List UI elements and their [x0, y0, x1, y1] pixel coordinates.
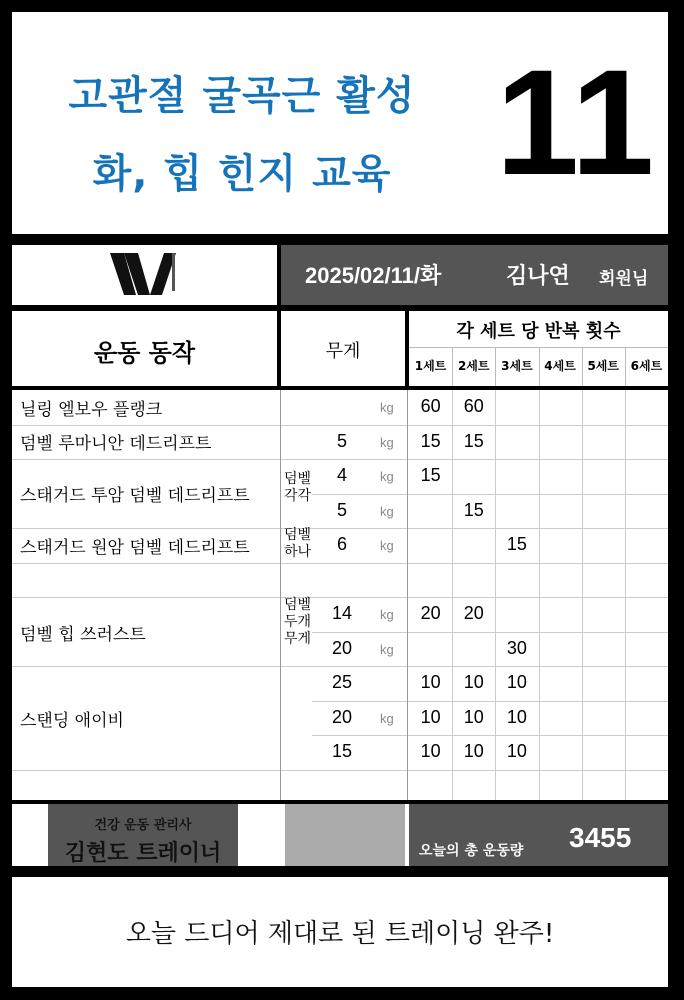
weight-value: 4: [336, 465, 347, 485]
rep-cell: 30: [506, 637, 527, 658]
signature-box: [285, 804, 405, 866]
exercise-header: 운동 동작: [93, 339, 196, 367]
weight-value: 5: [336, 430, 347, 451]
logo-box: [12, 245, 277, 305]
unit-label: kg: [380, 503, 394, 519]
rep-cell: 10: [463, 706, 484, 727]
exercise-name: 덤벨 루마니안 데드리프트: [20, 434, 212, 454]
brand-logo: [12, 245, 277, 305]
rep-cell: 15: [420, 430, 441, 451]
weight-value: 5: [336, 499, 347, 520]
exercise-header-cell: [12, 311, 277, 386]
weight-value: 14: [331, 603, 353, 623]
rep-cell: 10: [420, 672, 441, 692]
unit-label: kg: [380, 538, 394, 553]
weight-value: 15: [331, 741, 353, 761]
total-value: 3455: [569, 822, 632, 853]
set-label: 1세트: [414, 359, 447, 373]
weight-header-cell: [281, 311, 405, 386]
rep-cell: 20: [420, 603, 441, 623]
set-label: 3세트: [501, 359, 533, 373]
rep-cell: 10: [506, 741, 527, 761]
rep-cell: 15: [463, 430, 484, 451]
rep-cell: 20: [463, 603, 484, 623]
exercise-name: 닐링 엘보우 플랭크: [20, 400, 163, 420]
unit-label: kg: [380, 400, 394, 415]
rep-cell: 10: [420, 741, 441, 761]
unit-label: kg: [380, 607, 394, 622]
rep-cell: 15: [463, 499, 484, 520]
set-label: 4세트: [544, 359, 576, 373]
rep-cell: 10: [463, 672, 484, 692]
weight-value: 6: [336, 534, 347, 554]
reps-header: 각 세트 당 반복 횟수: [456, 321, 621, 342]
member-name: 김나연: [506, 263, 570, 288]
summary-bar: [12, 804, 668, 866]
set-label: 2세트: [457, 359, 490, 373]
unit-label: kg: [380, 641, 394, 657]
member-suffix: 회원님: [599, 269, 649, 288]
rep-cell: 10: [420, 706, 441, 727]
exercise-name: 스탠딩 애이비: [20, 711, 124, 731]
trainer-title: 건강 운동 관리사: [94, 818, 192, 833]
rep-cell: 10: [506, 706, 527, 727]
unit-label: kg: [380, 434, 394, 450]
trainer-name: 김현도 트레이너: [64, 841, 222, 866]
session-date: 2025/02/11/화: [305, 263, 442, 288]
trainer-card: [48, 804, 238, 866]
exercise-table: [12, 390, 668, 800]
weight-header: 무게: [325, 341, 361, 362]
weight-note: 덤벨 각각: [284, 471, 312, 504]
date-header: [281, 245, 668, 305]
rep-cell: 60: [463, 396, 484, 416]
exercise-name: 덤벨 힙 쓰러스트: [20, 625, 146, 645]
weight-value: 25: [331, 672, 353, 692]
weight-value: 20: [331, 637, 353, 658]
unit-label: kg: [380, 469, 394, 484]
rep-cell: 15: [420, 465, 441, 485]
unit-label: kg: [380, 710, 394, 726]
rep-cell: 60: [420, 396, 441, 416]
title-panel: [12, 12, 668, 234]
weight-note: 덤벨 하나: [284, 527, 312, 559]
rep-cell: 10: [463, 741, 484, 761]
reps-header-cell: [409, 311, 668, 386]
title-line-2: 화, 힙 힌지 교육: [92, 151, 392, 197]
exercise-name: 스태거드 원암 덤벨 데드리프트: [20, 538, 250, 558]
title-line-1: 고관절 굴곡근 활성: [68, 73, 416, 119]
footer-message: 오늘 드디어 제대로 된 트레이닝 완주!: [125, 919, 555, 949]
rep-cell: 15: [506, 534, 527, 554]
weight-note: 덤벨 두개 무게: [284, 597, 312, 647]
total-label: 오늘의 총 운동량: [419, 843, 524, 859]
session-number: 11: [495, 38, 655, 206]
set-label: 5세트: [587, 359, 619, 373]
weight-value: 20: [331, 706, 353, 727]
set-label: 6세트: [630, 359, 663, 373]
exercise-name: 스태거드 투암 덤벨 데드리프트: [20, 486, 250, 506]
footer-panel: [12, 877, 668, 987]
rep-cell: 10: [506, 672, 527, 692]
total-box: [409, 804, 668, 866]
